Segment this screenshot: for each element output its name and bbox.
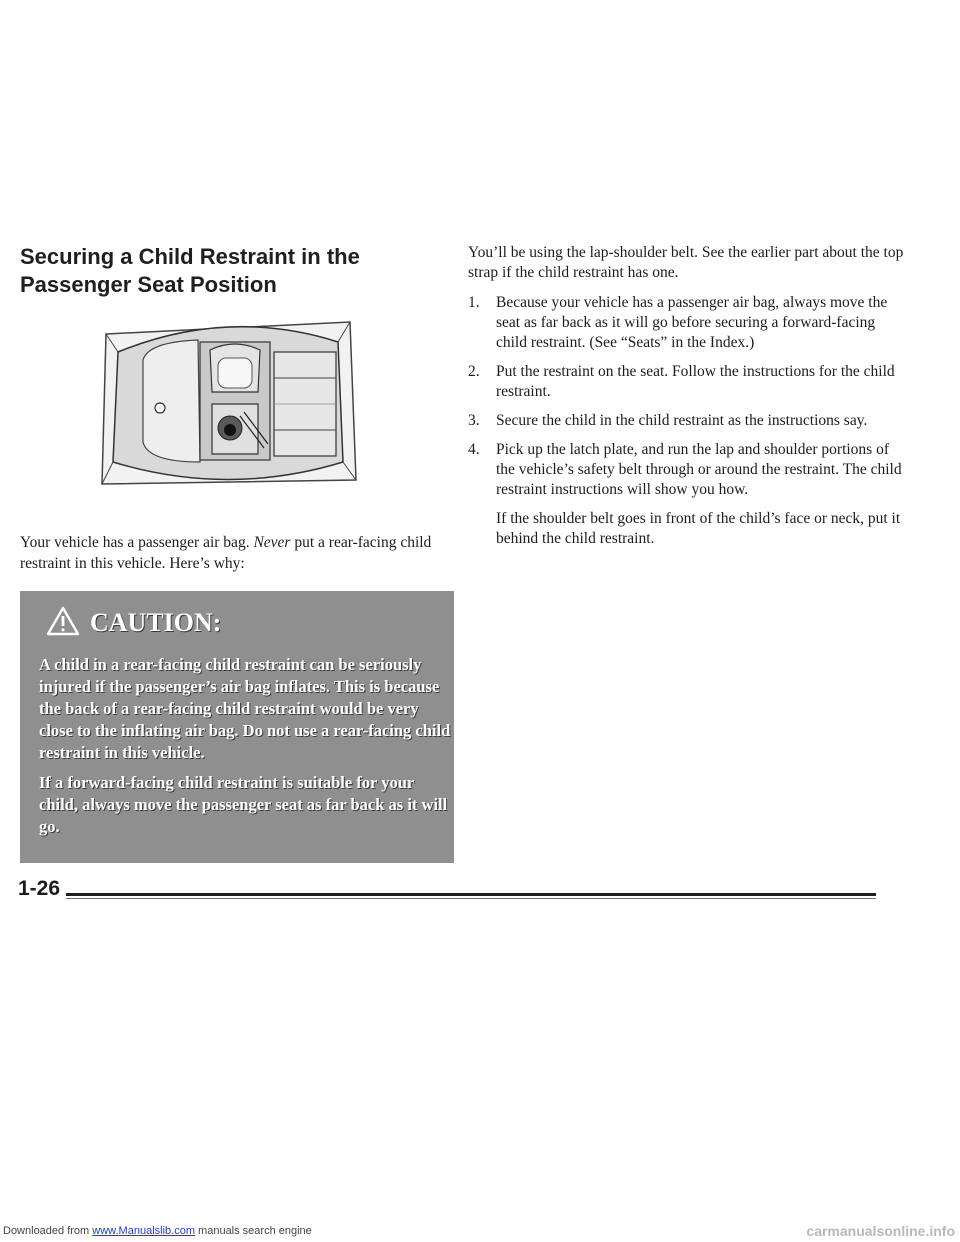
step-item bbox=[468, 411, 908, 431]
download-notice bbox=[3, 1225, 312, 1237]
step-text: Secure the child in the child restraint as the instructions say. bbox=[496, 412, 868, 429]
caution-title: CAUTION: bbox=[90, 608, 222, 637]
download-prefix: Downloaded from bbox=[3, 1225, 90, 1237]
footer-rule-thin bbox=[66, 898, 876, 899]
step-number: 1. bbox=[468, 294, 480, 311]
intro-text-before: Your vehicle has a passenger air bag. bbox=[20, 534, 250, 551]
step-number: 2. bbox=[468, 363, 480, 380]
step-number: 4. bbox=[468, 441, 480, 458]
caution-text bbox=[39, 654, 451, 846]
instructions-column bbox=[468, 243, 908, 549]
step-item bbox=[468, 293, 908, 353]
step-text: Pick up the latch plate, and run the lap and shoulder portions of the vehicle’s safety belt through or around the restraint. The child restraint instructions will show you how. bbox=[496, 441, 902, 498]
car-seat-position-illustration bbox=[88, 312, 368, 490]
intro-text-after: put a rear-facing child restraint in this vehicle. Here’s why: bbox=[20, 534, 432, 572]
instructions-intro: You’ll be using the lap-shoulder belt. See the earlier part about the top strap if the child restraint has one. bbox=[468, 244, 904, 281]
section-heading: Securing a Child Restraint in the Passenger Seat Position bbox=[20, 244, 360, 297]
caution-paragraph-2: If a forward-facing child restraint is suitable for your child, always move the passenger seat as far back as it will go. bbox=[39, 773, 448, 836]
warning-triangle-icon bbox=[46, 606, 80, 636]
step-number: 3. bbox=[468, 412, 480, 429]
step-item bbox=[468, 440, 908, 500]
page-footer bbox=[18, 877, 878, 917]
intro-paragraph bbox=[20, 532, 460, 574]
step-item bbox=[468, 362, 908, 402]
download-bar bbox=[0, 1223, 960, 1241]
manualslib-link[interactable]: www.Manualslib.com bbox=[92, 1225, 195, 1237]
footer-rule bbox=[66, 893, 876, 896]
step-text: Because your vehicle has a passenger air bag, always move the seat as far back as it will go before securing a forward-facing child restraint. (See “Seats” in the Index.) bbox=[496, 294, 888, 351]
page-number: 1-26 bbox=[18, 877, 61, 900]
caution-header bbox=[38, 604, 438, 638]
step-text: Put the restraint on the seat. Follow the instructions for the child restraint. bbox=[496, 363, 895, 400]
download-suffix: manuals search engine bbox=[198, 1225, 312, 1237]
caution-box bbox=[20, 591, 454, 863]
caution-paragraph-1: A child in a rear-facing child restraint can be seriously injured if the passenger’s air bag inflates. This is because the back of a rear-facing child restraint would be very close to the inflating air bag. Do not use a rear-facing child restraint in this vehicle. bbox=[39, 655, 451, 762]
intro-emphasis: Never bbox=[253, 534, 291, 551]
steps-list bbox=[468, 293, 908, 500]
watermark: carmanualsonline.info bbox=[806, 1223, 955, 1239]
followup-paragraph: If the shoulder belt goes in front of the child’s face or neck, put it behind the child restraint. bbox=[496, 510, 901, 547]
